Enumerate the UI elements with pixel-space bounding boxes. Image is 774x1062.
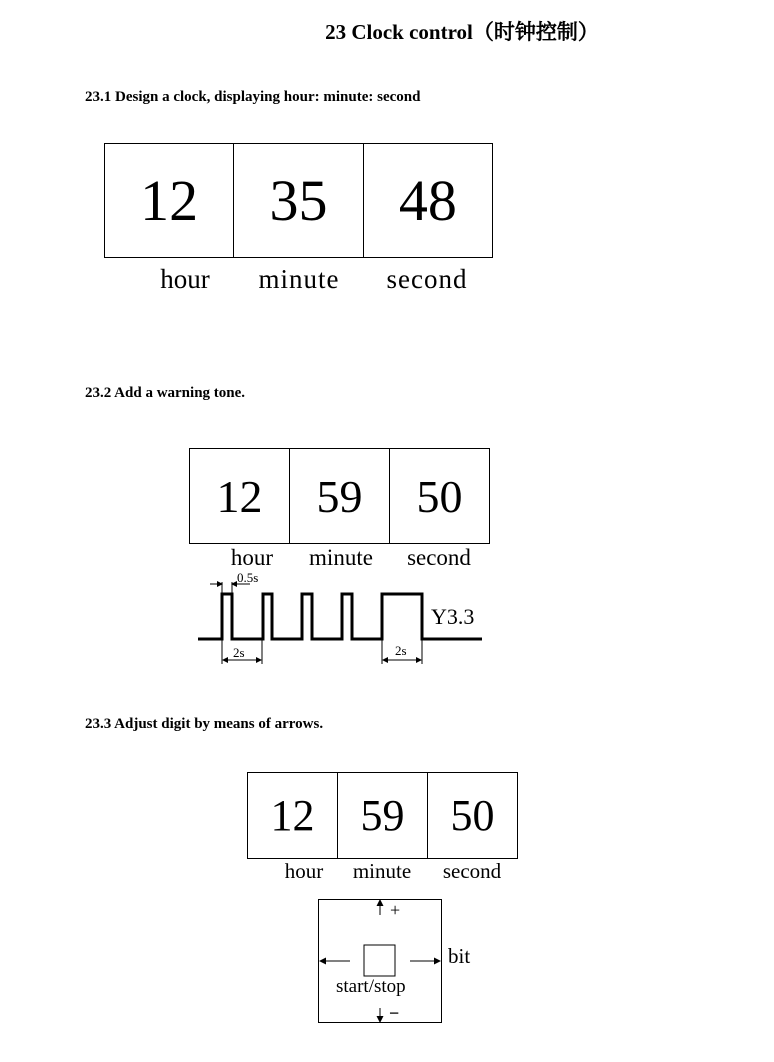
hour-digit: 12 [105, 144, 234, 257]
second-digit: 48 [398, 168, 457, 233]
minute-label: minute [309, 545, 373, 570]
minute-digit: 35 [234, 144, 363, 257]
hour-label: hour [284, 859, 324, 883]
section-heading-2: 23.2 Add a warning tone. [85, 385, 246, 401]
minute-digit: 59 [338, 773, 428, 858]
second-label: second [407, 545, 471, 570]
hour-digit: 12 [248, 773, 338, 858]
page-title: 23 Clock control（时钟控制） [325, 20, 599, 44]
start-stop-button[interactable] [364, 945, 395, 976]
plus-label: + [390, 900, 401, 920]
period-label-left: 2s [233, 645, 245, 660]
output-label: Y3.3 [431, 604, 475, 629]
bit-label: bit [448, 944, 471, 968]
second-label: second [386, 264, 468, 294]
start-stop-label: start/stop [336, 976, 406, 997]
section-heading-1: 23.1 Design a clock, displaying hour: minute: second [85, 89, 421, 105]
second-label: second [442, 859, 502, 883]
second-digit: 50 [450, 791, 495, 840]
minute-label: minute [258, 264, 340, 294]
minute-digit: 59 [290, 449, 390, 543]
pulse-width-label: 0.5s [237, 570, 259, 585]
period-label-right: 2s [395, 643, 407, 658]
minus-label: − [389, 1003, 400, 1023]
hour-label: hour [230, 545, 274, 570]
section-heading-3: 23.3 Adjust digit by means of arrows. [85, 716, 324, 732]
second-digit: 50 [416, 470, 463, 522]
hour-label: hour [160, 264, 210, 294]
hour-digit: 12 [190, 449, 290, 543]
minute-label: minute [352, 859, 412, 883]
